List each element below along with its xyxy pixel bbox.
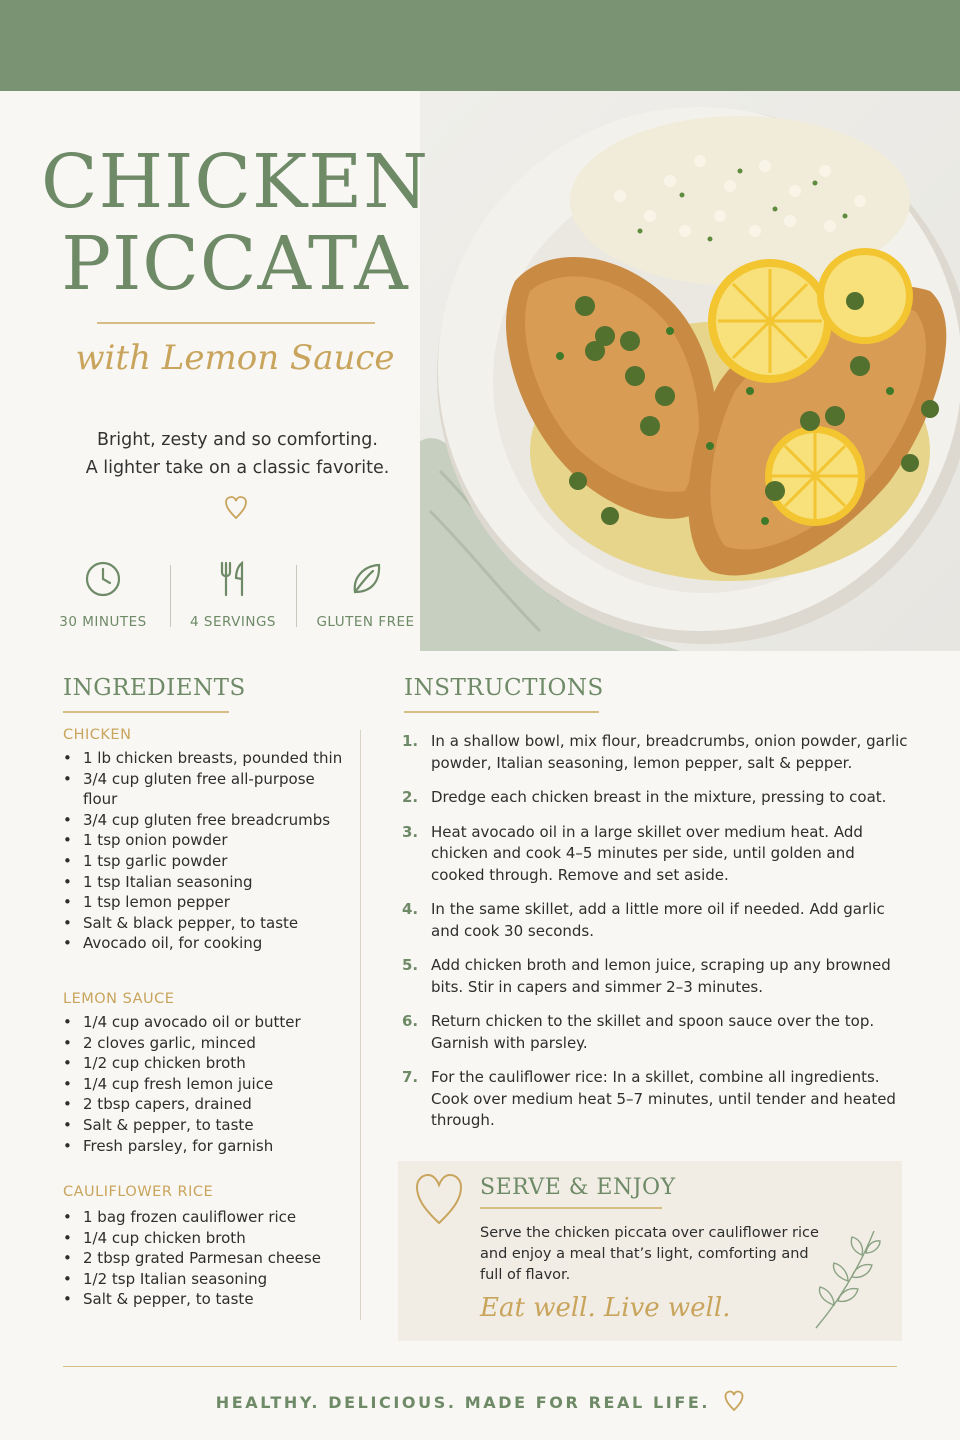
- list-item: • 2 tbsp grated Parmesan cheese: [63, 1248, 348, 1269]
- serve-heading-rule: [480, 1207, 662, 1209]
- lemon-slice: [708, 259, 832, 383]
- stat-label: 4 SERVINGS: [190, 614, 276, 630]
- lemon-slice: [817, 248, 913, 344]
- step-number: 7.: [402, 1068, 419, 1086]
- tagline-line-1: Bright, zesty and so comforting.: [97, 430, 378, 450]
- list-item: • 1/4 cup fresh lemon juice: [63, 1074, 348, 1095]
- list-item: • 1 bag frozen cauliflower rice: [63, 1207, 348, 1228]
- ingredient-group-title: CHICKEN: [63, 727, 132, 743]
- tagline-line-2: A lighter take on a classic favorite.: [85, 458, 390, 478]
- heart-icon: [724, 1390, 744, 1412]
- list-item: • 1/2 tsp Italian seasoning: [63, 1269, 348, 1290]
- step-text: For the cauliflower rice: In a skillet, combine all ingredients. Cook over medium heat 5–7 minutes, until tender and heated through.: [431, 1068, 896, 1129]
- step-text: Add chicken broth and lemon juice, scraping up any browned bits. Stir in capers and simmer 2–3 minutes.: [431, 956, 891, 996]
- list-item: • Salt & black pepper, to taste: [63, 913, 348, 934]
- list-item: [402, 822, 912, 887]
- list-item: • Salt & pepper, to taste: [63, 1289, 348, 1310]
- list-item: [402, 731, 912, 774]
- list-item: • 1 lb chicken breasts, pounded thin: [63, 748, 348, 769]
- list-item: • 3/4 cup gluten free breadcrumbs: [63, 810, 348, 831]
- ingredient-list-chicken: [63, 748, 348, 954]
- footer: [0, 1390, 960, 1412]
- top-banner: [0, 0, 960, 91]
- list-item: • Avocado oil, for cooking: [63, 933, 348, 954]
- footer-text: HEALTHY. DELICIOUS. MADE FOR REAL LIFE.: [215, 1393, 711, 1412]
- title-subtitle: with Lemon Sauce: [75, 338, 395, 378]
- heart-icon: [224, 495, 248, 521]
- stat-time: [53, 560, 153, 630]
- list-item: [402, 899, 912, 942]
- list-item: • 2 cloves garlic, minced: [63, 1033, 348, 1054]
- step-number: 2.: [402, 788, 419, 806]
- serve-signoff: Eat well. Live well.: [480, 1293, 731, 1323]
- title-line-2: PICCATA: [61, 221, 409, 307]
- list-item: • 1 tsp Italian seasoning: [63, 872, 348, 893]
- step-number: 5.: [402, 956, 419, 974]
- list-item: • 3/4 cup gluten free all-purpose flour: [63, 769, 348, 810]
- list-item: • 1 tsp onion powder: [63, 830, 348, 851]
- step-text: In the same skillet, add a little more oil if needed. Add garlic and cook 30 seconds.: [431, 900, 885, 940]
- step-number: 6.: [402, 1012, 419, 1030]
- list-item: • 1/4 cup chicken broth: [63, 1228, 348, 1249]
- step-text: Heat avocado oil in a large skillet over medium heat. Add chicken and cook 4–5 minutes per side, until golden and cooked through. Remove and set aside.: [431, 822, 863, 884]
- stat-servings: [183, 560, 283, 630]
- column-divider: [360, 730, 361, 1320]
- ingredients-heading-rule: [63, 711, 229, 713]
- step-text: Dredge each chicken breast in the mixture, pressing to coat.: [431, 788, 887, 806]
- footer-rule: [63, 1366, 897, 1367]
- step-text: Return chicken to the skillet and spoon sauce over the top. Garnish with parsley.: [431, 1012, 875, 1052]
- herb-sprig-icon: [812, 1223, 892, 1333]
- list-item: • Fresh parsley, for garnish: [63, 1136, 348, 1157]
- serve-text: Serve the chicken piccata over cauliflower rice and enjoy a meal that’s light, comforting and full of flavor.: [480, 1225, 819, 1283]
- stat-label: GLUTEN FREE: [316, 614, 415, 630]
- serve-heading: SERVE & ENJOY: [480, 1175, 676, 1200]
- instructions-heading-rule: [404, 711, 599, 713]
- step-number: 3.: [402, 822, 419, 841]
- ingredient-group-title: LEMON SAUCE: [63, 991, 175, 1007]
- clock-icon: [84, 560, 122, 598]
- title-line-1: CHICKEN: [40, 139, 430, 225]
- list-item: [402, 1067, 912, 1132]
- ingredient-list-sauce: [63, 1012, 348, 1156]
- stat-divider: [296, 565, 297, 627]
- list-item: • Salt & pepper, to taste: [63, 1115, 348, 1136]
- heart-icon: [414, 1171, 464, 1227]
- ingredients-heading: INGREDIENTS: [63, 675, 246, 701]
- tagline: [40, 426, 435, 482]
- fork-knife-icon: [214, 560, 252, 598]
- hero-photo: [420, 91, 960, 651]
- stat-label: 30 MINUTES: [59, 614, 147, 630]
- list-item: [402, 955, 912, 998]
- list-item: • 1/2 cup chicken broth: [63, 1053, 348, 1074]
- stat-diet: [313, 560, 418, 630]
- list-item: • 1/4 cup avocado oil or butter: [63, 1012, 348, 1033]
- ingredient-group-title: CAULIFLOWER RICE: [63, 1184, 214, 1200]
- list-item: • 2 tbsp capers, drained: [63, 1094, 348, 1115]
- list-item: • 1 tsp garlic powder: [63, 851, 348, 872]
- list-item: • 1 tsp lemon pepper: [63, 892, 348, 913]
- list-item: [402, 787, 912, 809]
- instruction-list: [402, 731, 912, 1132]
- title-divider: [97, 322, 375, 324]
- list-item: [402, 1011, 912, 1054]
- step-number: 1.: [402, 732, 419, 750]
- lemon-slice: [765, 426, 865, 526]
- ingredient-list-rice: [63, 1207, 348, 1310]
- serve-box: [398, 1161, 902, 1341]
- leaf-icon: [347, 560, 385, 598]
- stat-divider: [170, 565, 171, 627]
- step-text: In a shallow bowl, mix flour, breadcrumbs, onion powder, garlic powder, Italian seasoning, lemon pepper, salt & pepper.: [431, 732, 908, 772]
- instructions-heading: INSTRUCTIONS: [404, 675, 604, 701]
- step-number: 4.: [402, 900, 419, 918]
